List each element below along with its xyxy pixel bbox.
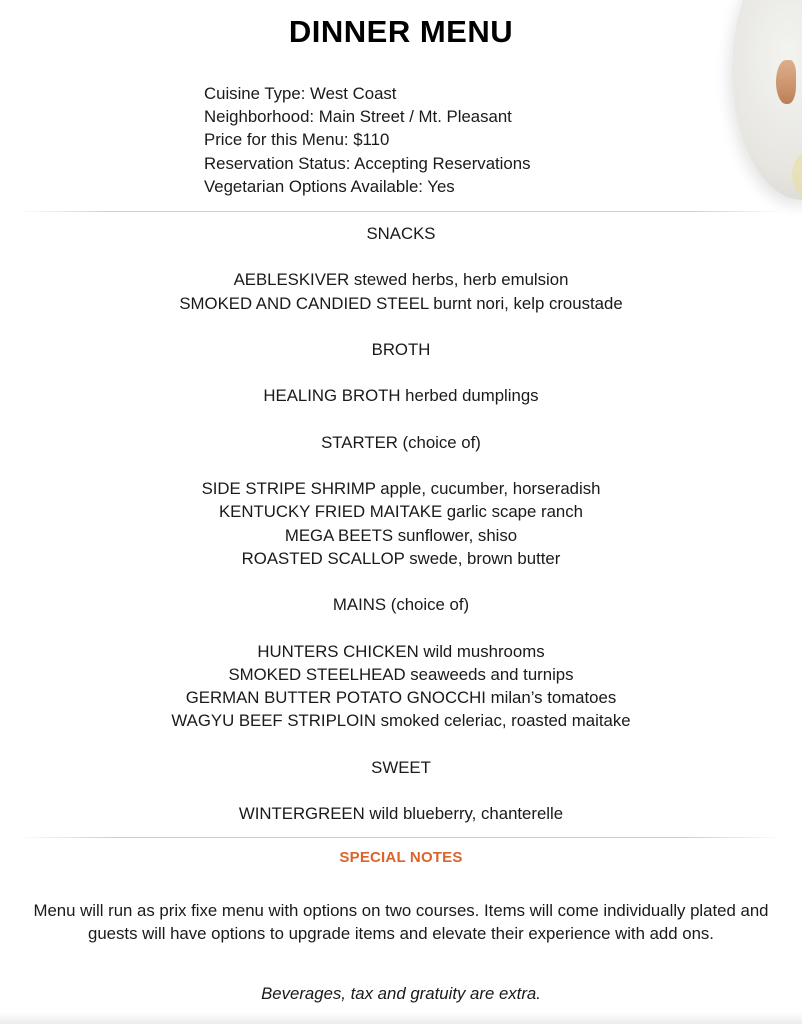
info-cuisine: Cuisine Type: West Coast [204,84,397,103]
info-price: Price for this Menu: $110 [204,130,390,150]
section-snacks [0,222,802,315]
menu-item: KENTUCKY FRIED MAITAKE garlic scape ranch [218,502,583,522]
menu-courses [0,222,802,825]
menu-item: SMOKED AND CANDIED STEEL burnt nori, kelp croustade [179,293,623,313]
menu-item: AEBLESKIVER stewed herbs, herb emulsion [233,270,569,290]
menu-item: SIDE STRIPE SHRIMP apple, cucumber, horseradish [201,479,601,499]
section-starter [0,431,802,570]
special-notes-body: Menu will run as prix fixe menu with options on two courses. Items will come individually plated and guests will have options to upgrade items and elevate their experience with add ons. [33,901,769,944]
section-heading: BROTH [371,339,431,359]
info-neighborhood: Neighborhood: Main Street / Mt. Pleasant [204,107,512,127]
menu-item: SMOKED STEELHEAD seaweeds and turnips [228,664,574,684]
section-heading: SWEET [371,757,431,777]
divider [18,837,784,838]
section-broth [0,338,802,408]
menu-item: WINTERGREEN wild blueberry, chanterelle [238,803,564,823]
section-heading: MAINS (choice of) [332,595,470,615]
info-vegetarian: Vegetarian Options Available: Yes [204,176,455,196]
special-notes-extra: Beverages, tax and gratuity are extra. [261,984,541,1003]
section-sweet [0,756,802,826]
menu-item: ROASTED SCALLOP swede, brown butter [241,548,561,568]
section-mains [0,593,802,732]
menu-item: MEGA BEETS sunflower, shiso [284,525,518,545]
menu-info [204,82,530,198]
menu-item: HEALING BROTH herbed dumplings [263,386,539,406]
divider [18,211,784,212]
menu-item: HUNTERS CHICKEN wild mushrooms [257,641,545,661]
plated-food-image [776,60,796,104]
special-notes-heading: SPECIAL NOTES [339,849,463,866]
page-title: DINNER MENU [288,14,514,49]
section-heading: SNACKS [366,224,436,243]
info-reservation: Reservation Status: Accepting Reservations [204,153,531,173]
section-heading: STARTER (choice of) [321,432,481,452]
menu-item: GERMAN BUTTER POTATO GNOCCHI milan’s tomatoes [185,687,617,707]
menu-item: WAGYU BEEF STRIPLOIN smoked celeriac, roasted maitake [171,711,631,731]
bottom-fade [0,1012,802,1024]
